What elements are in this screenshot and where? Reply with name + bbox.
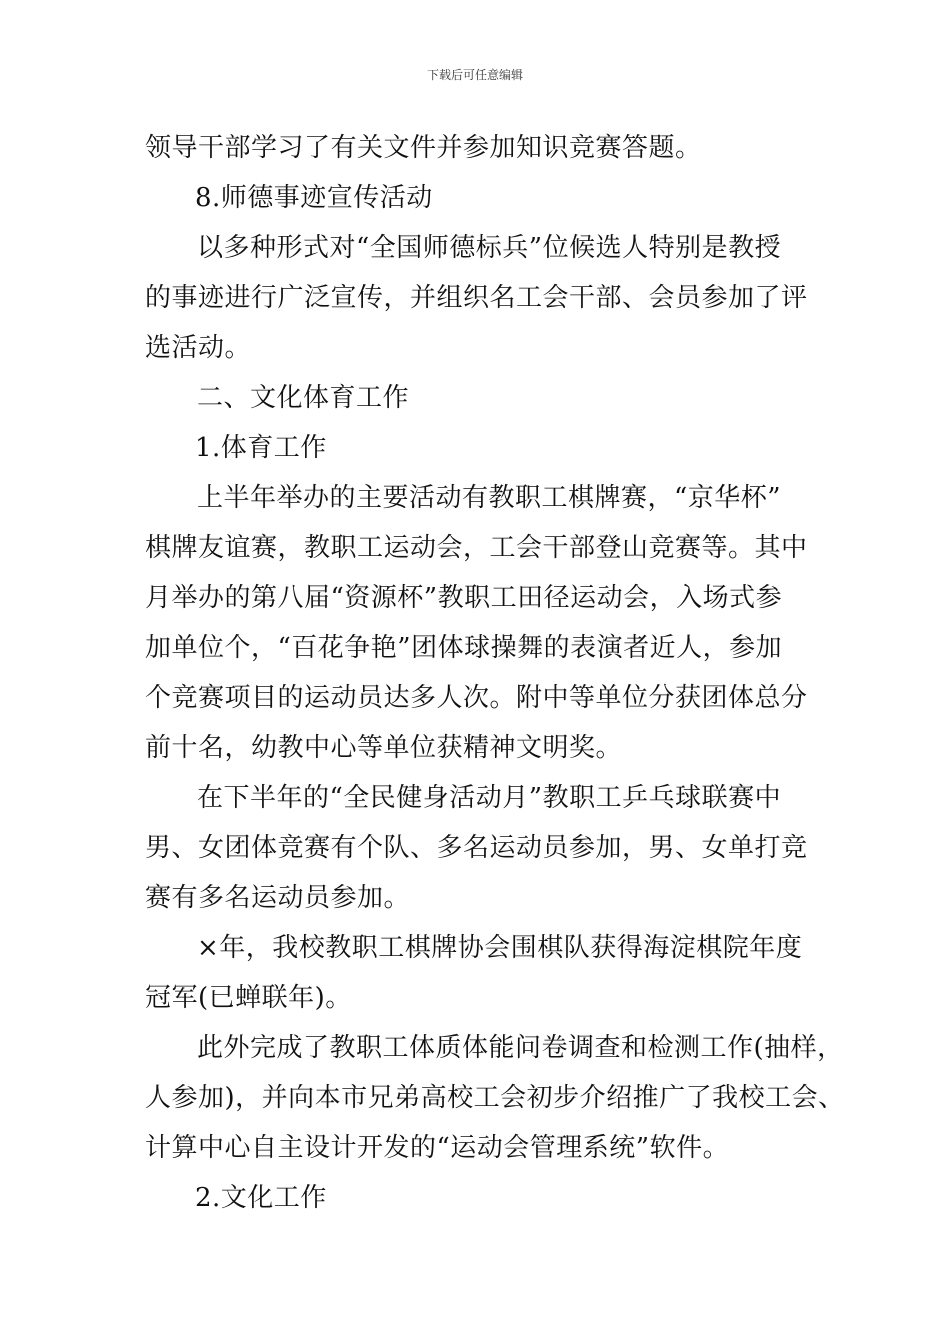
page-header-note: 下载后可任意编辑 [426,68,523,82]
text-line: 领导干部学习了有关文件并参加知识竞赛答题。 [145,133,702,163]
text-line: 的事迹进行广泛宣传，并组织名工会干部、会员参加了评 [145,283,808,313]
text-line: 在下半年的“全民健身活动月”教职工乒乓球联赛中 [197,783,782,813]
section-heading-2: 二、文化体育工作 [197,383,410,413]
text-line: 计算中心自主设计开发的“运动会管理系统”软件。 [145,1133,730,1163]
text-line: 冠军(已蝉联年)。 [145,983,352,1013]
text-line: 以多种形式对“全国师德标兵”位候选人特别是教授 [197,233,782,263]
text-line: 此外完成了教职工体质体能问卷调查和检测工作(抽样， [197,1033,844,1063]
subheading-8: 8.师德事迹宣传活动 [195,183,433,213]
text-line: ×年，我校教职工棋牌协会围棋队获得海淀棋院年度 [197,933,803,963]
subheading-1: 1.体育工作 [195,433,327,463]
text-line: 个竞赛项目的运动员达多人次。附中等单位分获团体总分 [145,683,808,713]
text-line: 选活动。 [145,333,252,363]
text-line: 月举办的第八届“资源杯”教职工田径运动会，入场式参 [145,583,783,613]
text-line: 上半年举办的主要活动有教职工棋牌赛，“京华杯” [197,483,782,513]
text-line: 加单位个，“百花争艳”团体球操舞的表演者近人，参加 [145,633,783,663]
text-line: 男、女团体竞赛有个队、多名运动员参加，男、女单打竞 [145,833,808,863]
text-line: 前十名，幼教中心等单位获精神文明奖。 [145,733,623,763]
text-line: 人参加)，并向本市兄弟高校工会初步介绍推广了我校工会、 [145,1083,845,1113]
subheading-2: 2.文化工作 [195,1183,327,1213]
text-line: 赛有多名运动员参加。 [145,883,411,913]
text-line: 棋牌友谊赛，教职工运动会，工会干部登山竞赛等。其中 [145,533,808,563]
